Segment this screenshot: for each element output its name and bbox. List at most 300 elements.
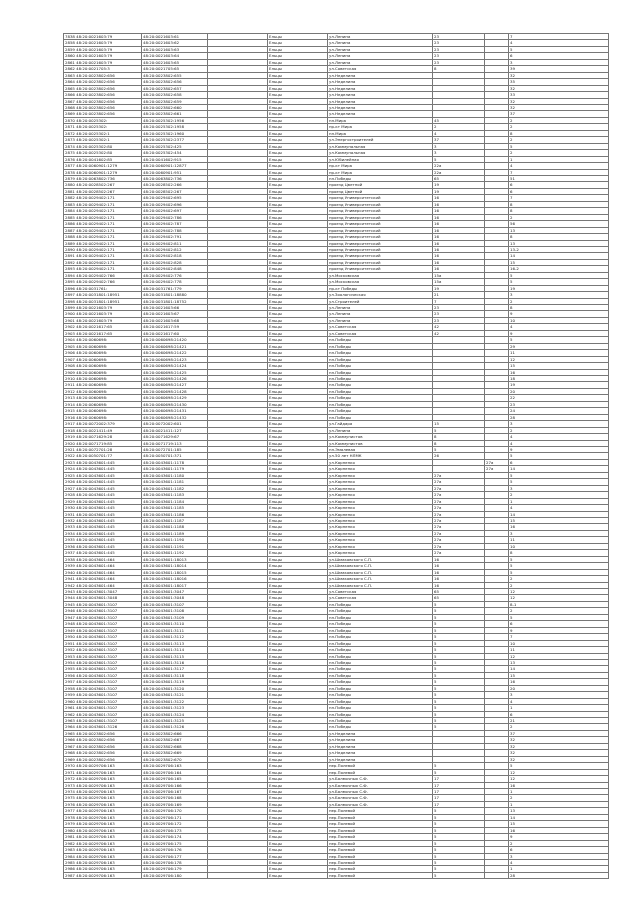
house-cell: 65 — [433, 175, 485, 181]
apt-cell: 13 — [509, 227, 609, 233]
house-cell: 23 — [433, 34, 485, 40]
street-cell: ул.Советская — [328, 595, 433, 601]
object-number-cell: 48:20:0043601:3108 — [142, 608, 208, 614]
street-cell: пл.Победы — [328, 376, 433, 382]
object-number-cell: 48:20:0060698:21428 — [142, 388, 208, 394]
object-number-cell: 48:20:0028502:267 — [142, 188, 208, 194]
apt-cell: 6 — [509, 847, 609, 853]
apt-cell: 4 — [509, 40, 609, 46]
city-cell: Ельцы — [268, 59, 328, 65]
row-id-cell: 2912 48:20:0060698: — [64, 388, 142, 394]
street-cell: ул.Неделина — [328, 111, 433, 117]
row-id-cell: 2909 48:20:0060698: — [64, 369, 142, 375]
house-cell: 23 — [433, 40, 485, 46]
corp-cell: 27а — [485, 459, 509, 465]
object-number-cell: 48:20:0029706:176 — [142, 847, 208, 853]
apt-cell: 18 — [509, 376, 609, 382]
object-number-cell: 48:20:0021603:65 — [142, 59, 208, 65]
corp-cell: 27а — [485, 466, 509, 472]
street-cell: ул.Ленина — [328, 305, 433, 311]
street-cell: пл.Победы — [328, 343, 433, 349]
apt-cell: 1 — [509, 866, 609, 872]
apt-cell: 1 — [509, 705, 609, 711]
object-number-cell: 48:20:0060698:21424 — [142, 363, 208, 369]
object-number-cell: 48:20:0072701:185 — [142, 447, 208, 453]
object-number-cell: 48:20:0029402:787 — [142, 221, 208, 227]
apt-cell: 7 — [509, 34, 609, 40]
object-number-cell: 48:20:0025302:1960 — [142, 130, 208, 136]
house-cell: 5 — [433, 827, 485, 833]
city-cell: Ельцы — [268, 356, 328, 362]
city-cell: Ельцы — [268, 640, 328, 646]
house-cell: 17 — [433, 782, 485, 788]
city-cell: Ельцы — [268, 246, 328, 252]
city-cell: Ельцы — [268, 279, 328, 285]
object-number-cell: 48:20:0029402:818 — [142, 253, 208, 259]
object-number-cell: 48:20:0025302:2377 — [142, 137, 208, 143]
street-cell: пл.Победы — [328, 414, 433, 420]
house-cell: 16 — [433, 246, 485, 252]
row-id-cell: 2902 48:20:0021617:65 — [64, 324, 142, 330]
apt-cell: 20 — [509, 388, 609, 394]
row-id-cell: 2862 48:20:0021705:3 — [64, 66, 142, 72]
street-cell: ул.Ленина — [328, 317, 433, 323]
street-cell: пер.Полевой — [328, 808, 433, 814]
city-cell: Ельцы — [268, 795, 328, 801]
row-id-cell: 2917 48:20:0072002:379 — [64, 421, 142, 427]
city-cell: Ельцы — [268, 750, 328, 756]
object-number-cell: 48:20:0043601:1192 — [142, 550, 208, 556]
row-id-cell: 2896 48:20:0031761: — [64, 285, 142, 291]
house-cell: 16 — [433, 221, 485, 227]
street-cell: ул.Неделина — [328, 92, 433, 98]
street-cell: ул.Карпенко — [328, 543, 433, 549]
object-number-cell: 48:20:0043601:3112 — [142, 634, 208, 640]
row-id-cell: 2930 48:20:0043601:445 — [64, 505, 142, 511]
house-cell: 16 — [433, 201, 485, 207]
apt-cell: 2 — [509, 150, 609, 156]
row-id-cell: 2871 48:20:0025302: — [64, 124, 142, 130]
row-id-cell: 2913 48:20:0060698: — [64, 395, 142, 401]
object-number-cell: 48:20:0029402:786 — [142, 214, 208, 220]
apt-cell: 7 — [509, 634, 609, 640]
city-cell: Ельцы — [268, 627, 328, 633]
street-cell: ул.Шмаковского С.П. — [328, 563, 433, 569]
row-id-cell: 2938 48:20:0043601:464 — [64, 556, 142, 562]
apt-cell: 4 — [509, 698, 609, 704]
row-id-cell: 2859 48:20:0021603:79 — [64, 46, 142, 52]
apt-cell: 5 — [509, 337, 609, 343]
apt-cell: 7 — [509, 195, 609, 201]
object-number-cell: 48:20:0043601:1180 — [142, 472, 208, 478]
house-cell: 23 — [433, 311, 485, 317]
street-cell: пл.Победы — [328, 640, 433, 646]
row-id-cell: 2926 48:20:0043601:445 — [64, 479, 142, 485]
row-id-cell: 2901 48:20:0021603:79 — [64, 317, 142, 323]
row-id-cell: 2867 48:20:0023802:656 — [64, 98, 142, 104]
house-cell: 5 — [433, 860, 485, 866]
house-cell: 16 — [433, 234, 485, 240]
house-cell: 27а — [433, 550, 485, 556]
city-cell: Ельцы — [268, 363, 328, 369]
street-cell: проезд Университетский — [328, 208, 433, 214]
city-cell: Ельцы — [268, 718, 328, 724]
object-number-cell: 48:20:0043601:1191 — [142, 543, 208, 549]
city-cell: Ельцы — [268, 227, 328, 233]
apt-cell: 2 — [509, 492, 609, 498]
row-id-cell: 2885 48:20:0029402:171 — [64, 214, 142, 220]
object-number-cell: 48:20:0023802:670 — [142, 756, 208, 762]
apt-cell: 6 — [509, 711, 609, 717]
street-cell: ул.Советская — [328, 588, 433, 594]
apt-cell: 2 — [509, 576, 609, 582]
city-cell: Ельцы — [268, 847, 328, 853]
row-id-cell: 2957 48:20:0043601:3107 — [64, 679, 142, 685]
street-cell: ул.Балмочных С.Ф. — [328, 776, 433, 782]
apt-cell: 24 — [509, 408, 609, 414]
city-cell: Ельцы — [268, 104, 328, 110]
row-id-cell: 2950 48:20:0043601:3107 — [64, 634, 142, 640]
city-cell: Ельцы — [268, 111, 328, 117]
house-cell: 8 — [433, 440, 485, 446]
apt-cell: 2 — [509, 124, 609, 130]
apt-cell: 5 — [509, 556, 609, 562]
object-number-cell: 48:20:0060698:21432 — [142, 414, 208, 420]
street-cell: ул.Юбилейная — [328, 156, 433, 162]
city-cell: Ельцы — [268, 150, 328, 156]
house-cell: 5 — [433, 647, 485, 653]
row-id-cell: 2966 48:20:0023802:656 — [64, 737, 142, 743]
row-id-cell: 2958 48:20:0043601:3107 — [64, 685, 142, 691]
city-cell: Ельцы — [268, 569, 328, 575]
street-cell: пер.Полевой — [328, 860, 433, 866]
row-id-cell: 2897 48:20:0031801:18951 — [64, 292, 142, 298]
row-id-cell: 2986 48:20:0029706:163 — [64, 866, 142, 872]
city-cell: Ельцы — [268, 517, 328, 523]
street-cell: пл.Победы — [328, 647, 433, 653]
street-cell: ул.Ленина — [328, 59, 433, 65]
street-cell: пл.Победы — [328, 659, 433, 665]
object-number-cell: 48:20:0060698:21429 — [142, 395, 208, 401]
city-cell: Ельцы — [268, 705, 328, 711]
street-cell: ул.Московская — [328, 279, 433, 285]
row-id-cell: 2907 48:20:0060698: — [64, 356, 142, 362]
row-id-cell: 2864 48:20:0023802:656 — [64, 79, 142, 85]
street-cell: ул.Ленина — [328, 46, 433, 52]
row-id-cell: 2939 48:20:0043601:464 — [64, 563, 142, 569]
row-id-cell: 2927 48:20:0043601:445 — [64, 485, 142, 491]
street-cell: пл.Победы — [328, 705, 433, 711]
object-number-cell: 48:20:0043601:3116 — [142, 659, 208, 665]
city-cell: Ельцы — [268, 653, 328, 659]
street-cell: проезд Университетский — [328, 214, 433, 220]
city-cell: Ельцы — [268, 66, 328, 72]
street-cell: пл.Победы — [328, 627, 433, 633]
row-id-cell: 2872 48:20:0025302:1 — [64, 130, 142, 136]
row-id-cell: 2893 48:20:0029402:171 — [64, 266, 142, 272]
street-cell: ул.Балмочных С.Ф. — [328, 782, 433, 788]
apt-cell: 15 — [509, 259, 609, 265]
house-cell: 5 — [433, 685, 485, 691]
city-cell: Ельцы — [268, 827, 328, 833]
row-id-cell: 2937 48:20:0043601:445 — [64, 550, 142, 556]
street-cell: пер.Полевой — [328, 769, 433, 775]
row-id-cell: 2929 48:20:0043601:445 — [64, 498, 142, 504]
street-cell: пер.Полевой — [328, 847, 433, 853]
row-id-cell: 2918 48:20:0021411:49 — [64, 427, 142, 433]
row-id-cell: 2895 48:20:0029402:766 — [64, 279, 142, 285]
object-number-cell: 48:20:0031761:779 — [142, 285, 208, 291]
street-cell: ул.Коммунальная — [328, 150, 433, 156]
row-id-cell: 2881 48:20:0028502:267 — [64, 188, 142, 194]
city-cell: Ельцы — [268, 414, 328, 420]
house-cell: 27а — [433, 485, 485, 491]
house-cell: 5 — [433, 840, 485, 846]
street-cell: ул.Шмаковского С.П. — [328, 569, 433, 575]
street-cell: пл.Победы — [328, 408, 433, 414]
apt-cell: 13 — [509, 240, 609, 246]
house-cell: 16 — [433, 240, 485, 246]
apt-cell: 14 — [509, 466, 609, 472]
row-id-cell: 2910 48:20:0060698: — [64, 376, 142, 382]
city-cell: Ельцы — [268, 376, 328, 382]
street-cell: ул.Балмочных С.Ф. — [328, 795, 433, 801]
house-cell: 21 — [433, 292, 485, 298]
street-cell: ул.Карпенко — [328, 550, 433, 556]
row-id-cell: 2866 48:20:0023802:656 — [64, 92, 142, 98]
object-number-cell: 48:20:0071629:67 — [142, 434, 208, 440]
apt-cell: 12 — [509, 769, 609, 775]
object-number-cell: 48:20:0029402:812 — [142, 246, 208, 252]
object-number-cell: 48:20:0023802:668 — [142, 743, 208, 749]
city-cell: Ельцы — [268, 872, 328, 878]
street-cell: ул.Карпенко — [328, 498, 433, 504]
object-number-cell: 48:20:0043601:3122 — [142, 698, 208, 704]
city-cell: Ельцы — [268, 285, 328, 291]
house-cell: 22а — [433, 163, 485, 169]
apt-cell: 6 — [509, 188, 609, 194]
row-id-cell: 2982 48:20:0029706:163 — [64, 840, 142, 846]
city-cell: Ельцы — [268, 175, 328, 181]
house-cell: 16 — [433, 266, 485, 272]
street-cell: пер.Полевой — [328, 821, 433, 827]
object-number-cell: 48:20:0043601:3107 — [142, 601, 208, 607]
city-cell: Ельцы — [268, 188, 328, 194]
object-number-cell: 48:20:0025302:1956 — [142, 117, 208, 123]
row-id-cell: 2936 48:20:0043601:445 — [64, 543, 142, 549]
street-cell: пер.Полевой — [328, 840, 433, 846]
street-cell: пер.Полевой — [328, 827, 433, 833]
street-cell: ул.Неделина — [328, 98, 433, 104]
house-cell: 5 — [433, 698, 485, 704]
object-number-cell: 48:20:0043601:3124 — [142, 711, 208, 717]
object-number-cell: 48:20:0060698:21421 — [142, 343, 208, 349]
row-id-cell: 2884 48:20:0029402:171 — [64, 208, 142, 214]
street-cell: пер.Полевой — [328, 763, 433, 769]
apt-cell: 21 — [509, 718, 609, 724]
apt-cell: 2 — [509, 117, 609, 123]
street-cell: проезд Университетский — [328, 240, 433, 246]
row-id-cell: 2943 48:20:0043601:3047 — [64, 588, 142, 594]
object-number-cell: 48:20:0021603:68 — [142, 317, 208, 323]
house-cell: 23 — [433, 305, 485, 311]
object-number-cell: 48:20:0029402:811 — [142, 240, 208, 246]
city-cell: Ельцы — [268, 537, 328, 543]
row-id-cell: 2953 48:20:0043601:3107 — [64, 653, 142, 659]
apt-cell: 4 — [509, 440, 609, 446]
city-cell: Ельцы — [268, 382, 328, 388]
row-id-cell: 2858 48:20:0021603:79 — [64, 40, 142, 46]
street-cell: ул.Ленина — [328, 40, 433, 46]
house-cell: 16 — [433, 195, 485, 201]
city-cell: Ельцы — [268, 550, 328, 556]
apt-cell: 32 — [509, 737, 609, 743]
apt-cell: 2 — [509, 608, 609, 614]
street-cell: ул.Карпенко — [328, 459, 433, 465]
apt-cell: 13-2 — [509, 246, 609, 252]
house-cell: 16 — [433, 576, 485, 582]
street-cell: пл.Победы — [328, 692, 433, 698]
object-number-cell: 48:20:0043601:3121 — [142, 692, 208, 698]
city-cell: Ельцы — [268, 505, 328, 511]
house-cell: 5 — [433, 614, 485, 620]
object-number-cell: 48:20:0021603:61 — [142, 34, 208, 40]
city-cell: Ельцы — [268, 479, 328, 485]
city-cell: Ельцы — [268, 98, 328, 104]
house-cell: 23 — [433, 53, 485, 59]
apt-cell: 11 — [509, 647, 609, 653]
street-cell: ул.Неделина — [328, 730, 433, 736]
street-cell: ул.Неделина — [328, 104, 433, 110]
apt-cell: 3 — [509, 692, 609, 698]
city-cell: Ельцы — [268, 266, 328, 272]
object-number-cell: 48:20:0031801:18752 — [142, 298, 208, 304]
apt-cell: 12 — [509, 653, 609, 659]
house-cell: 5 — [433, 711, 485, 717]
row-id-cell: 2969 48:20:0023802:656 — [64, 756, 142, 762]
city-cell: Ельцы — [268, 427, 328, 433]
house-cell: 27а — [433, 505, 485, 511]
street-cell: ул.Строителей — [328, 298, 433, 304]
row-id-cell: 2869 48:20:0023802:656 — [64, 111, 142, 117]
city-cell: Ельцы — [268, 234, 328, 240]
city-cell: Ельцы — [268, 866, 328, 872]
table-row — [64, 872, 609, 878]
house-cell: 5 — [433, 724, 485, 730]
object-number-cell: 48:20:0060698:21431 — [142, 408, 208, 414]
house-cell: 3 — [433, 143, 485, 149]
object-number-cell: 48:20:0029402:695 — [142, 195, 208, 201]
row-id-cell: 2948 48:20:0043601:3107 — [64, 621, 142, 627]
city-cell: Ельцы — [268, 782, 328, 788]
city-cell: Ельцы — [268, 79, 328, 85]
apt-cell: 20 — [509, 685, 609, 691]
street-cell: ул.Советская — [328, 66, 433, 72]
street-cell: ул.Карпенко — [328, 472, 433, 478]
street-cell: пл.Победы — [328, 634, 433, 640]
apt-cell: 1 — [509, 789, 609, 795]
house-cell: 37 — [433, 137, 485, 143]
object-number-cell: 48:20:0021617:60 — [142, 330, 208, 336]
object-number-cell: 48:20:0028502:266 — [142, 182, 208, 188]
object-number-cell: 48:20:0043601:3123 — [142, 705, 208, 711]
city-cell: Ельцы — [268, 634, 328, 640]
city-cell: Ельцы — [268, 421, 328, 427]
row-id-cell: 2949 48:20:0043601:3107 — [64, 627, 142, 633]
row-id-cell: 2877 48:20:0060901:1279 — [64, 163, 142, 169]
object-number-cell: 48:20:0043601:18014 — [142, 563, 208, 569]
object-number-cell: 48:20:0043601:1181 — [142, 479, 208, 485]
house-cell: 27а — [433, 498, 485, 504]
house-cell: 45 — [433, 117, 485, 123]
city-cell: Ельцы — [268, 692, 328, 698]
street-cell: пер.Полевой — [328, 834, 433, 840]
house-cell: 16 — [433, 253, 485, 259]
street-cell: пл.Победы — [328, 653, 433, 659]
apt-cell: 8-1 — [509, 601, 609, 607]
city-cell: Ельцы — [268, 814, 328, 820]
object-number-cell: 48:20:0029706:177 — [142, 853, 208, 859]
city-cell: Ельцы — [268, 388, 328, 394]
apt-cell: 2 — [509, 427, 609, 433]
house-cell: 5 — [433, 853, 485, 859]
row-id-cell: 2971 48:20:0029706:163 — [64, 769, 142, 775]
street-cell: проезд Цветной — [328, 182, 433, 188]
row-id-cell: 2942 48:20:0043601:464 — [64, 582, 142, 588]
object-number-cell: 48:20:0029706:170 — [142, 808, 208, 814]
house-cell: 5 — [433, 156, 485, 162]
city-cell: Ельцы — [268, 156, 328, 162]
city-cell: Ельцы — [268, 201, 328, 207]
apt-cell: 3 — [509, 421, 609, 427]
row-id-cell: 2932 48:20:0043601:445 — [64, 517, 142, 523]
row-id-cell: 2963 48:20:0043601:3107 — [64, 718, 142, 724]
row-id-cell: 2873 48:20:0025302:1 — [64, 137, 142, 143]
apt-cell: 5 — [509, 569, 609, 575]
object-number-cell: 48:20:0043601:1190 — [142, 537, 208, 543]
row-id-cell: 2978 48:20:0029706:163 — [64, 814, 142, 820]
apt-cell: 9 — [509, 330, 609, 336]
object-number-cell: 48:20:0043601:3047 — [142, 588, 208, 594]
city-cell: Ельцы — [268, 563, 328, 569]
house-cell: 23 — [433, 317, 485, 323]
house-cell: 27а — [433, 472, 485, 478]
object-number-cell: 48:20:0023802:661 — [142, 111, 208, 117]
house-cell: 42 — [433, 330, 485, 336]
city-cell: Ельцы — [268, 163, 328, 169]
street-cell: пл.Победы — [328, 621, 433, 627]
row-id-cell: 2868 48:20:0023802:656 — [64, 104, 142, 110]
row-id-cell: 2875 48:20:0025302:80 — [64, 150, 142, 156]
apt-cell: 12 — [509, 776, 609, 782]
object-number-cell: 48:20:0043601:1183 — [142, 492, 208, 498]
house-cell: 5 — [433, 763, 485, 769]
row-id-cell: 2888 48:20:0029402:171 — [64, 234, 142, 240]
row-id-cell: 2960 48:20:0043601:3107 — [64, 698, 142, 704]
object-number-cell: 48:20:0043601:3119 — [142, 679, 208, 685]
city-cell: Ельцы — [268, 743, 328, 749]
blank-cell — [208, 872, 268, 878]
apt-cell: 4 — [509, 505, 609, 511]
city-cell: Ельцы — [268, 447, 328, 453]
city-cell: Ельцы — [268, 763, 328, 769]
object-number-cell: 48:20:0029402:778 — [142, 279, 208, 285]
row-id-cell: 2878 48:20:0060901:1279 — [64, 169, 142, 175]
house-cell: 5 — [433, 872, 485, 878]
house-cell: 17 — [433, 801, 485, 807]
street-cell: ул.Неделина — [328, 79, 433, 85]
row-id-cell: 2883 48:20:0029402:171 — [64, 201, 142, 207]
